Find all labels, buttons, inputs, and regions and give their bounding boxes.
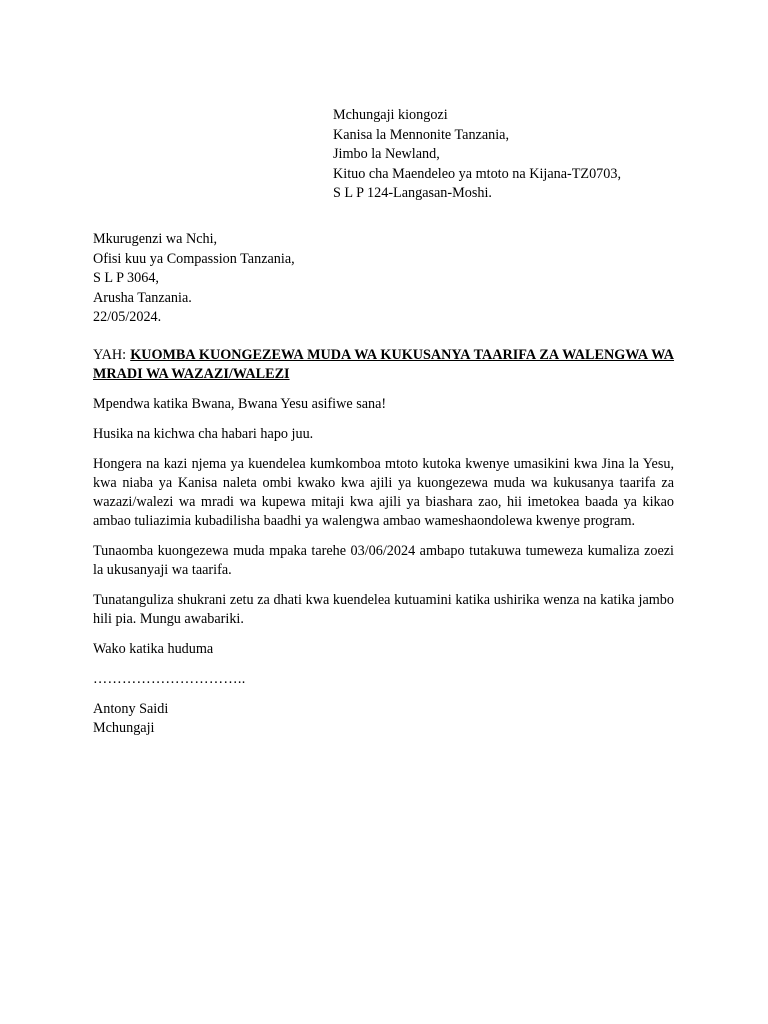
recipient-address [93,230,295,328]
recipient-line: Ofisi kuu ya Compassion Tanzania, [93,250,295,267]
subject-prefix: YAH: [93,347,131,363]
signatory-block [93,700,674,738]
recipient-line: S L P 3064, [93,270,159,286]
letter-body [93,346,674,738]
subject-line [93,346,674,384]
sender-line: Mchungaji kiongozi [333,107,448,123]
closing: Wako katika huduma [93,641,214,657]
paragraph: Hongera na kazi njema ya kuendelea kumkomboa mtoto kutoka kwenye umasikini kwa Jina la Yesu, kwa niaba ya Kanisa naleta ombi kwako kwa ajili ya kuongezewa muda wa kukusanya taarifa za wazazi/walezi wa mradi wa kupewa mitaji kwa ajili ya biashara zao, hii imetokea baada ya kikao ambao tuliazimia kubadilisha baadhi ya walengwa ambao wameshaondolewa kwenye program. [93,456,674,529]
paragraph: Tunaomba kuongezewa muda mpaka tarehe 03/06/2024 ambapo tutakuwa tumeweza kumaliza zoezi la ukusanyaji wa taarifa. [93,543,674,578]
paragraph: Husika na kichwa cha habari hapo juu. [93,426,314,442]
signature-line: ………………………….. [93,671,246,687]
sender-line: S L P 124-Langasan-Moshi. [333,185,492,201]
recipient-line: Arusha Tanzania. [93,289,192,306]
paragraph: Tunatanguliza shukrani zetu za dhati kwa kuendelea kutuamini katika ushirika wenza na katika jambo hili pia. Mungu awabariki. [93,592,674,627]
signatory-title: Mchungaji [93,720,155,736]
subject-title: KUOMBA KUONGEZEWA MUDA WA KUKUSANYA TAARIFA ZA WALENGWA WA MRADI WA WAZAZI/WALEZI [93,347,675,382]
letter-date: 22/05/2024. [93,309,162,325]
sender-line: Jimbo la Newland, [333,146,440,162]
sender-address [333,106,621,204]
sender-line: Kanisa la Mennonite Tanzania, [333,126,510,143]
sender-line: Kituo cha Maendeleo ya mtoto na Kijana-TZ0703, [333,165,621,182]
signatory-name: Antony Saidi [93,701,169,717]
recipient-line: Mkurugenzi wa Nchi, [93,231,218,247]
greeting: Mpendwa katika Bwana, Bwana Yesu asifiwe sana! [93,396,387,412]
